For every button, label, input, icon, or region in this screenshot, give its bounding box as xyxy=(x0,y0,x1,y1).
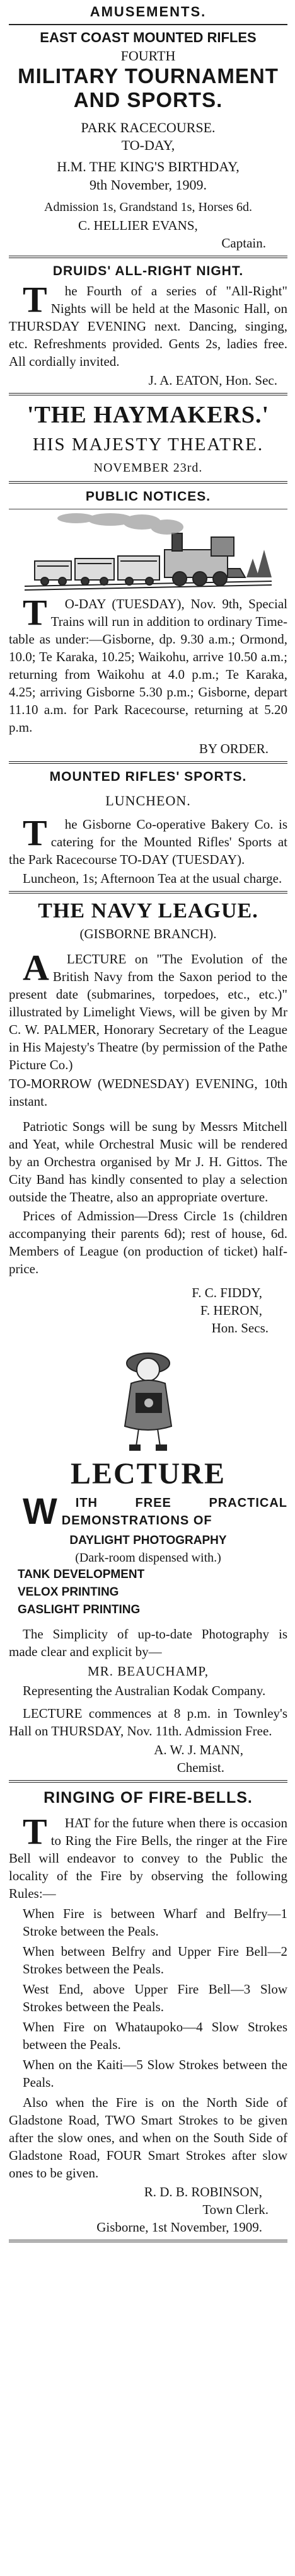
lecture-item3: VELOX PRINTING xyxy=(18,1586,119,1599)
haymakers-date: NOVEMBER 23rd. xyxy=(93,461,203,475)
rifles-sig-name: C. HELLIER EVANS, xyxy=(78,218,198,233)
fire-rule-5: When on the Kaiti—5 Slow Strokes between the Peals. xyxy=(23,2057,287,2090)
rifles-line8: 9th November, 1909. xyxy=(89,177,207,193)
divider xyxy=(9,891,287,894)
train-illustration xyxy=(22,512,274,594)
fire-rule-3: West End, above Upper Fire Bell—3 Slow Strokes between the Peals. xyxy=(23,1982,287,2014)
haymakers-title: 'THE HAYMAKERS.' xyxy=(26,402,270,428)
fire-bells-sig: R. D. B. ROBINSON, xyxy=(144,2184,262,2199)
rifles-line7: H.M. THE KING'S BIRTHDAY, xyxy=(57,159,240,174)
divider xyxy=(9,481,287,484)
rifles-line9: Admission 1s, Grandstand 1s, Horses 6d. xyxy=(44,200,252,214)
haymakers-venue: HIS MAJESTY THEATRE. xyxy=(32,434,264,455)
public-notices-header: PUBLIC NOTICES. xyxy=(85,489,211,504)
rifles-line1: EAST COAST MOUNTED RIFLES xyxy=(40,30,257,45)
lecture-item2: TANK DEVELOPMENT xyxy=(18,1568,145,1581)
mounted-sports-body2: Luncheon, 1s; Afternoon Tea at the usual charge. xyxy=(23,871,282,886)
navy-sig3: Hon. Secs. xyxy=(211,1320,269,1336)
fire-rule-6: Also when the Fire is on the North Side of Gladstone Road, TWO Smart Strokes to be given after the slow ones, and when on the South Side of Gladstone Road, FOUR Smart Strokes after slow ones to be given. xyxy=(9,2095,287,2181)
druids-title: DRUIDS' ALL-RIGHT NIGHT. xyxy=(52,264,244,278)
mounted-sports-header: MOUNTED RIFLES' SPORTS. xyxy=(49,769,247,784)
lecture-sig-title: Chemist. xyxy=(176,1760,224,1775)
navy-title: THE NAVY LEAGUE. xyxy=(38,899,258,922)
lecture-body: The Simplicity of up-to-date Photography is made clear and explicit by— xyxy=(9,1626,287,1659)
druids-sig: J. A. EATON, Hon. Sec. xyxy=(148,373,277,388)
fire-bells-date: Gisborne, 1st November, 1909. xyxy=(96,2220,262,2235)
rifles-line5: PARK RACECOURSE. xyxy=(81,120,216,135)
rifles-line2: FOURTH xyxy=(120,48,176,64)
lecture-body2: LECTURE commences at 8 p.m. in Townley's Hall on THURSDAY, Nov. 11th. Admission Free. xyxy=(9,1706,287,1739)
train-notice-text: TO-DAY (TUESDAY), Nov. 9th, Special Trains will run in addition to ordinary Time-table as under:—Gisborne, dp. 9.30 a.m.; Ormond, 10.0; Te Karaka, 10.25; Waikohu, arrive 10.50 a.m.; returning from Waikohu at 4.0 p.m.; Te Karaka, 4.25; arriving Gisborne 5.30 p.m.; Gisborne, depart 11.10 a.m. for Park Racecourse, returning at 5.20 p.m. xyxy=(9,592,287,735)
navy-body1: ALECTURE on "The Evolution of the British Navy from the Saxon period to the present date (submarines, torpedoes, etc., etc.)" illustrated by Limelight Views, will be given by Mr C. W. PALMER, Honorary Secretary of the League in His Majesty's Theatre (by permission of the Pathe Picture Co.) xyxy=(9,947,287,1072)
lecture-presenter-note: Representing the Australian Kodak Company. xyxy=(23,1683,266,1698)
rifles-sig-title: Captain. xyxy=(221,235,266,251)
mounted-sports-subhead: LUNCHEON. xyxy=(105,793,191,809)
navy-league-ad xyxy=(9,897,287,1337)
navy-body3: Patriotic Songs will be sung by Messrs Mitchell and Yeat, while Orchestral Music will be rendered by an Orchestra organised by Mr J. H. Gittos. The City Band has kindly consented to play a selection outside the Theatre, also an appropriate overture. xyxy=(9,1119,287,1205)
lecture-item1: DAYLIGHT PHOTOGRAPHY xyxy=(69,1534,227,1547)
lecture-title: LECTURE xyxy=(70,1457,226,1490)
divider xyxy=(9,1780,287,1783)
railway-notice xyxy=(9,512,287,757)
rifles-tournament-ad xyxy=(9,28,287,252)
photography-lecture-ad xyxy=(9,1455,287,1776)
child-with-camera-illustration xyxy=(101,1342,195,1455)
rifles-line6: TO-DAY, xyxy=(121,137,175,153)
navy-subtitle: (GISBORNE BRANCH). xyxy=(79,926,217,941)
haymakers-ad xyxy=(9,399,287,477)
lecture-item4: GASLIGHT PRINTING xyxy=(18,1603,141,1616)
fire-rule-4: When Fire on Whataupoko—4 Slow Strokes between the Peals. xyxy=(23,2019,287,2052)
navy-body4: Prices of Admission—Dress Circle 1s (children accompanying their parents 6d); rest of house, 6d. Members of League (on production of ticket) half-price. xyxy=(9,1208,287,1276)
divider xyxy=(9,393,287,395)
fire-rule-2: When between Belfry and Upper Fire Bell—2 Strokes between the Peals. xyxy=(23,1944,287,1977)
amusements-header: AMUSEMENTS. xyxy=(90,4,207,20)
druids-body: The Fourth of a series of "All-Right" Nights will be held at the Masonic Hall, on THURSDAY EVENING next. Dancing, singing, etc. Refreshments provided. Gents 2s, ladies free. All cordially invited. xyxy=(9,279,287,369)
by-order: BY ORDER. xyxy=(199,741,269,756)
navy-body2: TO-MORROW (WEDNESDAY) EVENING, 10th instant. xyxy=(9,1076,287,1109)
divider xyxy=(9,2240,287,2242)
lecture-presenter: MR. BEAUCHAMP, xyxy=(88,1664,209,1679)
navy-sig2: F. HERON, xyxy=(200,1303,262,1318)
lecture-intro: WITH FREE PRACTICAL DEMONSTRATIONS OF xyxy=(23,1491,287,1532)
divider xyxy=(9,24,287,25)
divider xyxy=(9,256,287,258)
fire-rule-1: When Fire is between Wharf and Belfry—1 Stroke between the Peals. xyxy=(23,1906,287,1939)
mounted-sports-body: The Gisborne Co-operative Bakery Co. is catering for the Mounted Rifles' Sports at the Park Racecourse TO-DAY (TUESDAY). xyxy=(9,812,287,867)
fire-bells-ad xyxy=(9,1786,287,2236)
rifles-line4: AND SPORTS. xyxy=(73,88,223,111)
lecture-item1-note: (Dark-room dispensed with.) xyxy=(75,1551,221,1565)
divider xyxy=(9,761,287,764)
druids-ad xyxy=(9,262,287,389)
fire-bells-intro: THAT for the future when there is occasion to Ring the Fire Bells, the ringer at the Fire Bell will endeavor to convey to the Public the locality of the Fire by observing the following Rules:— xyxy=(9,1811,287,1901)
lecture-sig: A. W. J. MANN, xyxy=(154,1742,243,1757)
rifles-line3: MILITARY TOURNAMENT xyxy=(18,64,279,88)
fire-bells-title: RINGING OF FIRE-BELLS. xyxy=(43,1789,253,1807)
navy-sig1: F. C. FIDDY, xyxy=(192,1285,262,1300)
fire-bells-sig-title: Town Clerk. xyxy=(202,2202,269,2217)
mounted-sports-ad xyxy=(9,768,287,887)
